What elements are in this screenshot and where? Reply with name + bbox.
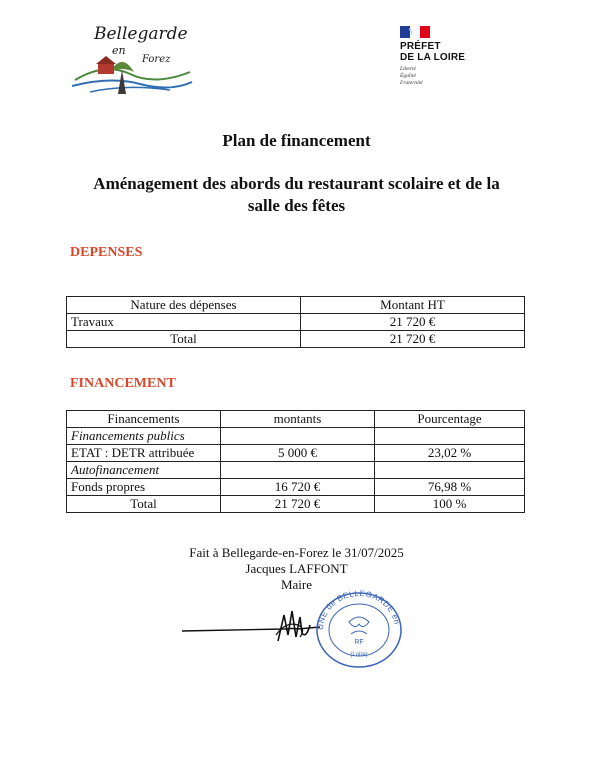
header-financements: Financements [67,411,221,428]
table-row [67,479,525,496]
table-header-row [67,297,525,314]
table-header-row [67,411,525,428]
motto-liberte: Liberté [400,66,416,72]
cell-label: Travaux [67,314,301,331]
logo-text-en: en [112,44,126,57]
header-nature: Nature des dépenses [67,297,301,314]
commune-logo [70,22,195,102]
depenses-table [66,296,525,348]
marianne-flag-icon [400,26,430,38]
prefecture-name-line1: PRÉFET [400,41,441,52]
cell-percentage [375,462,525,479]
table-row-total [67,496,525,513]
handwritten-signature [180,605,325,650]
motto-fraternite: Fraternité [400,80,423,86]
cell-label: Total [67,331,301,348]
cell-percentage: 23,02 % [375,445,525,462]
cell-amount [221,462,375,479]
signature-place-date: Fait à Bellegarde-en-Forez le 31/07/2025 [189,545,404,560]
table-row [67,314,525,331]
table-row-total [67,331,525,348]
signatory-name: Jacques LAFFONT [245,561,348,576]
signatory-role: Maire [280,577,313,592]
cell-amount: 16 720 € [221,479,375,496]
prefecture-name-line2: DE LA LOIRE [400,52,466,63]
section-heading-financement: FINANCEMENT [70,376,176,391]
header-pourcentage: Pourcentage [375,411,525,428]
cell-label: Financements publics [67,428,221,445]
svg-text:COMMUNE de BELLEGARDE en FOREZ: UNE de BELLEGARDE en [315,590,402,631]
cell-amount: 21 720 € [221,496,375,513]
cell-percentage: 76,98 % [375,479,525,496]
subtitle-line-1: Aménagement des abords du restaurant scolaire et de la [93,174,500,193]
stamp-rf-text: RF [354,639,364,646]
table-row [67,445,525,462]
cell-percentage: 100 % [375,496,525,513]
header-montants: montants [221,411,375,428]
cell-label: Autofinancement [67,462,221,479]
document-title: Plan de financement [222,131,371,150]
section-heading-depenses: DEPENSES [70,245,143,260]
logo-text-forez: Forez [142,54,171,65]
logo-text-bellegarde: Bellegarde [94,24,188,44]
stamp-loire-text: (Loire) [350,652,368,658]
cell-amount [221,428,375,445]
cell-label: Fonds propres [67,479,221,496]
prefecture-logo [400,26,510,96]
document-subtitle [0,173,593,217]
table-row [67,428,525,445]
official-stamp [313,590,405,670]
cell-amount: 21 720 € [301,314,525,331]
motto-egalite: Égalité [400,73,416,79]
subtitle-line-2: salle des fêtes [247,196,346,215]
financement-table [66,410,525,513]
cell-amount: 21 720 € [301,331,525,348]
cell-amount: 5 000 € [221,445,375,462]
cell-label: Total [67,496,221,513]
cell-label: ETAT : DETR attribuée [67,445,221,462]
table-row [67,462,525,479]
cell-percentage [375,428,525,445]
header-montant: Montant HT [301,297,525,314]
